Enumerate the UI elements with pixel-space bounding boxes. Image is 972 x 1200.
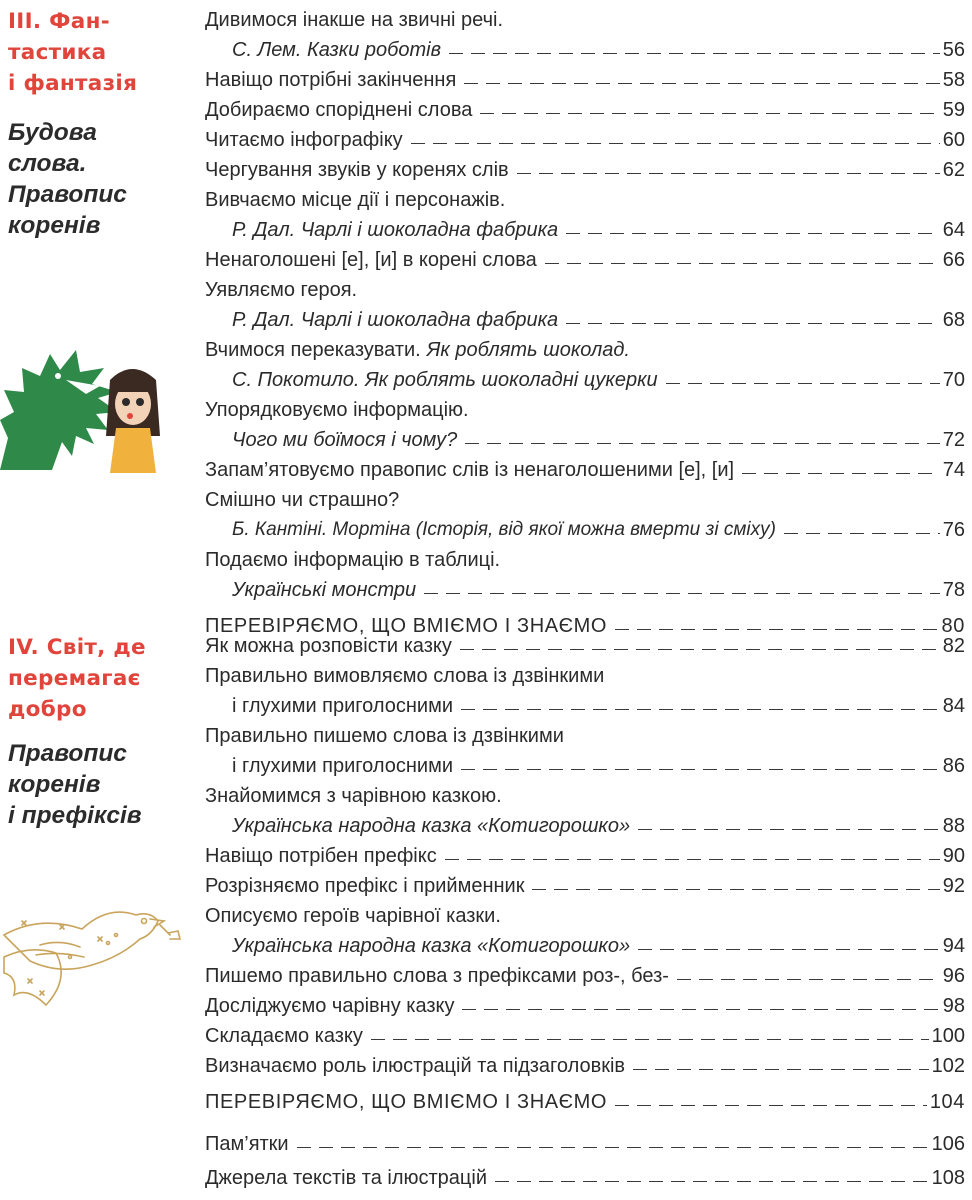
toc-entry-review[interactable] bbox=[205, 1084, 965, 1114]
toc-entry[interactable] bbox=[205, 2, 965, 32]
section-4-title-line: добро bbox=[8, 697, 87, 722]
toc-entry-text: і глухими приголосними bbox=[232, 755, 453, 777]
toc-entry-text: Розрізняємо префікс і прийменник bbox=[205, 875, 525, 897]
toc-entry-text: Уявляємо героя. bbox=[205, 279, 358, 301]
toc-entry[interactable] bbox=[205, 332, 965, 362]
toc-entry-text: Упорядковуємо інформацію. bbox=[205, 399, 469, 421]
toc-entry-text: Складаємо казку bbox=[205, 1025, 363, 1047]
page-number: 78 bbox=[942, 579, 965, 601]
section-4-subtitle-line: і префіксів bbox=[8, 802, 142, 829]
dragon-icon bbox=[0, 350, 118, 470]
toc-entry[interactable] bbox=[205, 958, 965, 988]
toc-entry[interactable] bbox=[205, 182, 965, 212]
dotted-leader bbox=[449, 53, 940, 54]
toc-entry[interactable] bbox=[205, 392, 965, 422]
dotted-leader bbox=[461, 769, 940, 770]
toc-entry-text: Дивимося інакше на звичні речі. bbox=[205, 9, 504, 31]
page-number: 104 bbox=[929, 1091, 965, 1113]
page-number: 108 bbox=[931, 1167, 965, 1189]
page-number: 82 bbox=[942, 635, 965, 657]
toc-entry[interactable] bbox=[205, 452, 965, 482]
toc-entry-text: і глухими приголосними bbox=[232, 695, 453, 717]
toc-entry-text: Правильно вимовляємо слова із дзвінкими bbox=[205, 665, 605, 687]
toc-entry-text: Як можна розповісти казку bbox=[205, 635, 452, 657]
page-number: 64 bbox=[942, 219, 965, 241]
dotted-leader bbox=[784, 533, 940, 534]
toc-entry[interactable] bbox=[232, 928, 965, 958]
toc-entry-text: Правильно пишемо слова із дзвінкими bbox=[205, 725, 564, 747]
page-number: 98 bbox=[942, 995, 965, 1017]
dotted-leader bbox=[742, 473, 940, 474]
toc-entry[interactable] bbox=[205, 122, 965, 152]
toc-entry-text: Р. Дал. Чарлі і шоколадна фабрика bbox=[232, 309, 559, 331]
bird-illustration bbox=[0, 895, 190, 1015]
dotted-leader bbox=[638, 949, 940, 950]
section-3-title-line: і фантазія bbox=[8, 71, 138, 96]
toc-entry[interactable] bbox=[205, 868, 965, 898]
toc-entry[interactable] bbox=[205, 1018, 965, 1048]
dragon-girl-illustration bbox=[0, 328, 190, 473]
page-number: 100 bbox=[931, 1025, 965, 1047]
dotted-leader bbox=[460, 649, 940, 650]
toc-entry-text: Пишемо правильно слова з префіксами роз-, без- bbox=[205, 965, 669, 987]
page-number: 90 bbox=[942, 845, 965, 867]
page-number: 106 bbox=[931, 1133, 965, 1155]
toc-entry[interactable] bbox=[205, 1126, 965, 1156]
section-4-title-line: перемагає bbox=[8, 666, 141, 691]
page-number: 94 bbox=[942, 935, 965, 957]
section-3-subtitle-line: Будова bbox=[8, 119, 97, 146]
page-number: 62 bbox=[942, 159, 965, 181]
toc-entry-text: Пам’ятки bbox=[205, 1133, 289, 1155]
dotted-leader bbox=[411, 143, 940, 144]
dotted-leader bbox=[566, 233, 940, 234]
page-number: 74 bbox=[942, 459, 965, 481]
page-number: 96 bbox=[942, 965, 965, 987]
toc-entry-text: Подаємо інформацію в таблиці. bbox=[205, 549, 501, 571]
page-number: 72 bbox=[942, 429, 965, 451]
section-4-subtitle-line: Правопис bbox=[8, 740, 127, 767]
section-3-title-line: тастика bbox=[8, 40, 107, 65]
toc-entry-text: Б. Кантіні. Мортіна (Історія, від якої можна вмерти зі сміху) bbox=[232, 519, 776, 540]
dotted-leader bbox=[445, 859, 940, 860]
girl-icon bbox=[106, 369, 160, 473]
toc-entry-text: Визначаємо роль ілюстрацій та підзаголовків bbox=[205, 1055, 626, 1077]
dotted-leader bbox=[464, 83, 939, 84]
toc-entry-text: ПЕРЕВІРЯЄМО, ЩО ВМІЄМО І ЗНАЄМО bbox=[205, 615, 608, 637]
toc-entry-text: Українська народна казка «Котигорошко» bbox=[232, 815, 631, 837]
page-number: 92 bbox=[942, 875, 965, 897]
toc-entry[interactable] bbox=[232, 748, 965, 778]
section-4-subtitle bbox=[8, 738, 142, 831]
dotted-leader bbox=[495, 1181, 929, 1182]
toc-entry[interactable] bbox=[232, 422, 965, 452]
toc-entry[interactable] bbox=[205, 718, 965, 748]
toc-entry-text: Смішно чи страшно? bbox=[205, 489, 400, 511]
toc-entry[interactable] bbox=[232, 688, 965, 718]
section-3-subtitle-line: Правопис bbox=[8, 181, 127, 208]
page-number: 84 bbox=[942, 695, 965, 717]
toc-entry[interactable] bbox=[232, 32, 965, 62]
page-number: 70 bbox=[942, 369, 965, 391]
toc-entry-text: Знайомимся з чарівною казкою. bbox=[205, 785, 502, 807]
toc-entry-text: Українські монстри bbox=[232, 579, 417, 601]
section-3-title-line: III. Фан- bbox=[8, 9, 110, 34]
page-number: 56 bbox=[942, 39, 965, 61]
toc-entry[interactable] bbox=[205, 898, 965, 928]
section-4-title-line: IV. Світ, де bbox=[8, 635, 146, 660]
toc-entry[interactable] bbox=[232, 362, 965, 392]
toc-entry-text: С. Лем. Казки роботів bbox=[232, 39, 442, 61]
dotted-leader bbox=[465, 443, 939, 444]
toc-entry-text: Вчимося переказувати. bbox=[205, 339, 421, 361]
toc-entry-text: Читаємо інфографіку bbox=[205, 129, 403, 151]
toc-entry-text: С. Покотило. Як роблять шоколадні цукерки bbox=[232, 369, 658, 391]
dotted-leader bbox=[371, 1039, 929, 1040]
dotted-leader bbox=[633, 1069, 929, 1070]
page-number: 76 bbox=[942, 519, 965, 541]
toc-entry[interactable] bbox=[232, 572, 965, 602]
toc-entry-text: Досліджуємо чарівну казку bbox=[205, 995, 455, 1017]
dotted-leader bbox=[545, 263, 940, 264]
dotted-leader bbox=[461, 709, 940, 710]
section-3-subtitle-line: коренів bbox=[8, 212, 101, 239]
toc-entry[interactable] bbox=[205, 272, 965, 302]
dotted-leader bbox=[638, 829, 940, 830]
toc-entry-text: Описуємо героїв чарівної казки. bbox=[205, 905, 501, 927]
section-3-subtitle bbox=[8, 117, 127, 241]
page-number: 86 bbox=[942, 755, 965, 777]
toc-entry-text: Запам’ятовуємо правопис слів із ненаголошеними [е], [и] bbox=[205, 459, 735, 481]
toc-entry-text: Р. Дал. Чарлі і шоколадна фабрика bbox=[232, 219, 559, 241]
page-number: 68 bbox=[942, 309, 965, 331]
toc-entry[interactable] bbox=[205, 658, 965, 688]
dotted-leader bbox=[424, 593, 940, 594]
toc-entry-text: Навіщо потрібні закінчення bbox=[205, 69, 457, 91]
page-number: 60 bbox=[942, 129, 965, 151]
bird-icon bbox=[4, 912, 180, 1005]
toc-entry[interactable] bbox=[205, 628, 965, 658]
dotted-leader bbox=[462, 1009, 939, 1010]
toc-entry[interactable] bbox=[205, 62, 965, 92]
toc-entry[interactable] bbox=[232, 808, 965, 838]
toc-entry-text: Українська народна казка «Котигорошко» bbox=[232, 935, 631, 957]
toc-entry[interactable] bbox=[205, 838, 965, 868]
toc-entry-text: Чого ми боїмося і чому? bbox=[232, 429, 458, 451]
section-3-subtitle-line: слова. bbox=[8, 150, 87, 177]
toc-entry-text: Вивчаємо місце дії і персонажів. bbox=[205, 189, 506, 211]
toc-entry[interactable] bbox=[232, 302, 965, 332]
section-4-subtitle-line: коренів bbox=[8, 771, 101, 798]
toc-entry[interactable] bbox=[205, 542, 965, 572]
toc-entry-text: Ненаголошені [е], [и] в корені слова bbox=[205, 249, 537, 271]
toc-entry[interactable] bbox=[205, 482, 965, 512]
toc-entry-text-italic: Як роблять шоколад. bbox=[426, 339, 630, 361]
toc-entry[interactable] bbox=[232, 512, 965, 542]
toc-entry-text: Навіщо потрібен префікс bbox=[205, 845, 437, 867]
toc-entry-text: ПЕРЕВІРЯЄМО, ЩО ВМІЄМО І ЗНАЄМО bbox=[205, 1091, 608, 1113]
dotted-leader bbox=[480, 113, 939, 114]
toc-entry[interactable] bbox=[205, 92, 965, 122]
toc-entry[interactable] bbox=[232, 212, 965, 242]
toc-entry[interactable] bbox=[205, 988, 965, 1018]
toc-entry-text: Джерела текстів та ілюстрацій bbox=[205, 1167, 488, 1189]
dotted-leader bbox=[615, 1105, 927, 1106]
dotted-leader bbox=[666, 383, 940, 384]
toc-entry[interactable] bbox=[205, 1160, 965, 1190]
dotted-leader bbox=[517, 173, 940, 174]
dotted-leader bbox=[297, 1147, 929, 1148]
dotted-leader bbox=[566, 323, 940, 324]
toc-entry[interactable] bbox=[205, 152, 965, 182]
page-number: 102 bbox=[931, 1055, 965, 1077]
dotted-leader bbox=[677, 979, 940, 980]
page-number: 66 bbox=[942, 249, 965, 271]
page-number: 58 bbox=[942, 69, 965, 91]
section-3-title bbox=[8, 6, 137, 99]
toc-entry-text: Добираємо споріднені слова bbox=[205, 99, 473, 121]
dotted-leader bbox=[532, 889, 939, 890]
page-number: 80 bbox=[941, 615, 965, 637]
section-4-title bbox=[8, 632, 146, 725]
page-number: 59 bbox=[942, 99, 965, 121]
toc-entry[interactable] bbox=[205, 1048, 965, 1078]
page-number: 88 bbox=[942, 815, 965, 837]
toc-entry[interactable] bbox=[205, 242, 965, 272]
toc-entry[interactable] bbox=[205, 778, 965, 808]
toc-entry-text: Чергування звуків у коренях слів bbox=[205, 159, 509, 181]
